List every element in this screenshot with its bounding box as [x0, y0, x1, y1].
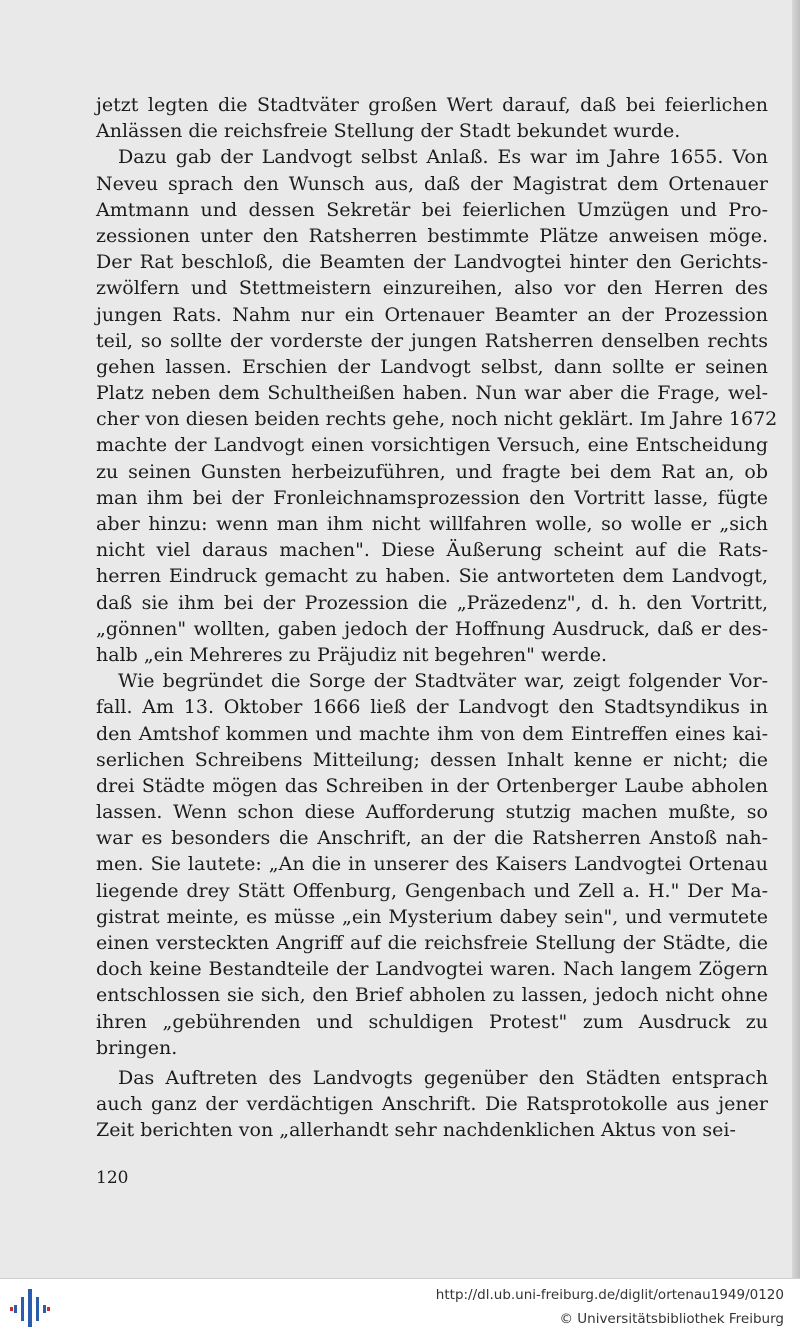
text-line: bringen. — [96, 1036, 178, 1059]
text-line: daß sie ihm bei der Prozession die „Präzedenz", d. h. den Vortritt, — [96, 591, 768, 614]
text-line: Anlässen die reichsfreie Stellung der Stadt bekundet wurde. — [96, 120, 681, 143]
text-line: zwölfern und Stettmeistern einzureihen, also vor den Herren des — [96, 277, 768, 300]
text-line: cher von diesen beiden rechts gehe, noch nicht geklärt. Im Jahre 1672 — [96, 408, 778, 431]
text-line: ihren „gebührenden und schuldigen Protest" zum Ausdruck zu — [96, 1010, 768, 1033]
page-edge-shadow — [792, 0, 800, 1278]
text-line: den Amtshof kommen und machte ihm von dem Eintreffen eines kai- — [96, 722, 768, 745]
text-line: machte der Landvogt einen vorsichtigen Versuch, eine Entscheidung — [96, 434, 768, 457]
text-line: einen versteckten Angriff auf die reichsfreie Stellung der Städte, die — [96, 932, 768, 954]
library-footer — [0, 1278, 800, 1337]
paragraph — [96, 1065, 768, 1144]
paragraph — [96, 92, 768, 144]
text-line: fall. Am 13. Oktober 1666 ließ der Landvogt den Stadtsyndikus in — [96, 696, 768, 719]
text-line: liegende drey Stätt Offenburg, Gengenbach und Zell a. H." Der Ma- — [96, 879, 768, 902]
page-body-text — [96, 92, 778, 1144]
text-line: serlichen Schreibens Mitteilung; dessen Inhalt kenne er nicht; die — [96, 748, 768, 771]
text-line: jungen Rats. Nahm nur ein Ortenauer Beamter an der Prozession — [96, 303, 768, 326]
text-line: drei Städte mögen das Schreiben in der Ortenberger Laube abholen — [96, 774, 768, 797]
text-line: halb „ein Mehreres zu Präjudiz nit begehren" werde. — [96, 643, 607, 666]
text-line: Dazu gab der Landvogt selbst Anlaß. Es war im Jahre 1655. Von — [118, 146, 768, 169]
text-line: entschlossen sie sich, den Brief abholen zu lassen, jedoch nicht ohne — [96, 984, 768, 1007]
text-line: doch keine Bestandteile der Landvogtei waren. Nach langem Zögern — [96, 958, 768, 981]
text-line: herren Eindruck gemacht zu haben. Sie antworteten dem Landvogt, — [96, 565, 768, 588]
text-line: „gönnen" wollten, gaben jedoch der Hoffnung Ausdruck, daß er des- — [96, 617, 768, 640]
text-line: jetzt legten die Stadtväter großen Wert darauf, daß bei feierlichen — [96, 94, 768, 116]
text-line: men. Sie lautete: „An die in unserer des Kaisers Landvogtei Ortenau — [96, 853, 768, 876]
page-number: 120 — [96, 1168, 129, 1188]
text-line: teil, so sollte der vorderste der jungen Ratsherren denselben rechts — [96, 329, 768, 352]
digital-library-url-link[interactable]: http://dl.ub.uni-freiburg.de/diglit/ortenau1949/0120 — [435, 1287, 784, 1303]
text-line: Amtmann und dessen Sekretär bei feierlichen Umzügen und Pro- — [96, 198, 768, 221]
paragraph — [96, 144, 778, 668]
text-line: Der Rat beschloß, die Beamten der Landvogtei hinter den Gerichts- — [96, 251, 768, 274]
text-line: nicht viel daraus machen". Diese Äußerung scheint auf die Rats- — [96, 539, 768, 562]
paragraph — [96, 668, 768, 1061]
copyright-notice: © Universitätsbibliothek Freiburg — [559, 1311, 784, 1327]
text-line: man ihm bei der Fronleichnamsprozession den Vortritt lasse, fügte — [96, 486, 768, 509]
text-line: war es besonders die Anschrift, an der die Ratsherren Anstoß nah- — [96, 827, 768, 850]
text-line: Zeit berichten von „allerhandt sehr nachdenklichen Aktus von sei- — [96, 1119, 736, 1142]
text-line: auch ganz der verdächtigen Anschrift. Die Ratsprotokolle aus jener — [96, 1093, 768, 1116]
text-line: Neveu sprach den Wunsch aus, daß der Magistrat dem Ortenauer — [96, 172, 768, 195]
text-line: zessionen unter den Ratsherren bestimmte Plätze anweisen möge. — [96, 224, 768, 247]
text-line: lassen. Wenn schon diese Aufforderung stutzig machen mußte, so — [96, 801, 768, 824]
text-line: gistrat meinte, es müsse „ein Mysterium dabey sein", und vermutete — [96, 905, 768, 928]
text-line: Das Auftreten des Landvogts gegenüber den Städten entsprach — [118, 1066, 768, 1089]
text-line: Wie begründet die Sorge der Stadtväter war, zeigt folgender Vor- — [118, 670, 768, 693]
text-line: gehen lassen. Erschien der Landvogt selbst, dann sollte er seinen — [96, 355, 768, 378]
text-line: zu seinen Gunsten herbeizuführen, und fragte bei dem Rat an, ob — [96, 460, 768, 483]
university-library-logo-icon — [10, 1287, 50, 1329]
text-line: aber hinzu: wenn man ihm nicht willfahren wolle, so wolle er „sich — [96, 513, 768, 535]
text-line: Platz neben dem Schultheißen haben. Nun war aber die Frage, wel- — [96, 382, 768, 405]
